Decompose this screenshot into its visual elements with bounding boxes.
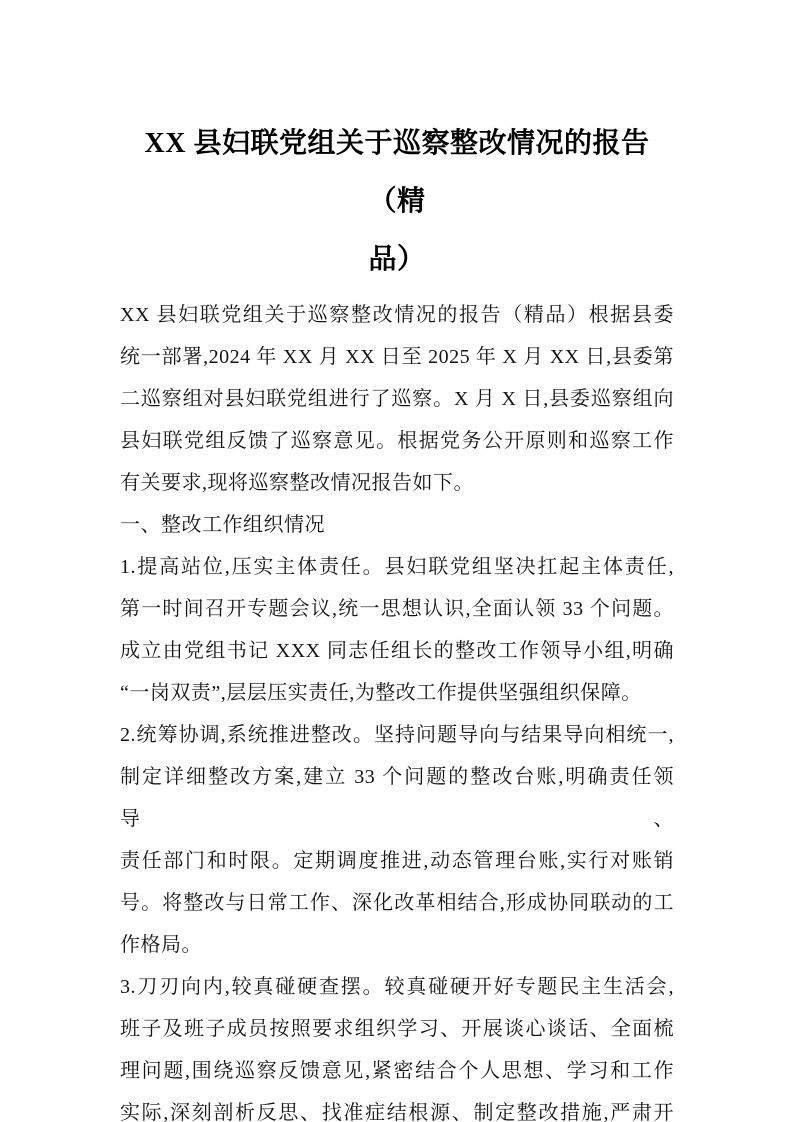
body-line: 作格局。 bbox=[120, 934, 202, 956]
body-line: 3.刀刃向内,较真碰硬查摆。较真碰硬开好专题民主生活会, bbox=[120, 976, 674, 998]
paragraph-point-3 bbox=[120, 966, 674, 1122]
body-line: 成立由党组书记 XXX 同志任组长的整改工作领导小组,明确 bbox=[120, 640, 674, 662]
body-line: 县妇联党组反馈了巡察意见。根据党务公开原则和巡察工作 bbox=[120, 430, 674, 452]
body-line: XX 县妇联党组关于巡察整改情况的报告（精品）根据县委 bbox=[120, 304, 674, 326]
paragraph-point-1 bbox=[120, 546, 674, 714]
paragraph-section-1-heading bbox=[120, 504, 674, 546]
body-line: 一、整改工作组织情况 bbox=[120, 514, 325, 536]
document-body bbox=[120, 294, 674, 1122]
body-line: 制定详细整改方案,建立 33 个问题的整改台账,明确责任领导、 bbox=[120, 766, 674, 830]
body-line: 理问题,围绕巡察反馈意见,紧密结合个人思想、学习和工作 bbox=[120, 1060, 674, 1082]
body-line: 有关要求,现将巡察整改情况报告如下。 bbox=[120, 472, 474, 494]
paragraph-intro bbox=[120, 294, 674, 504]
body-line: 责任部门和时限。定期调度推进,动态管理台账,实行对账销 bbox=[120, 850, 674, 872]
body-line: 班子及班子成员按照要求组织学习、开展谈心谈话、全面梳 bbox=[120, 1018, 674, 1040]
body-line: 统一部署,2024 年 XX 月 XX 日至 2025 年 X 月 XX 日,县委第 bbox=[120, 346, 674, 368]
body-line: 二巡察组对县妇联党组进行了巡察。X 月 X 日,县委巡察组向 bbox=[120, 388, 674, 410]
paragraph-point-2 bbox=[120, 714, 674, 966]
body-line: “一岗双责”,层层压实责任,为整改工作提供坚强组织保障。 bbox=[120, 682, 642, 704]
document-title bbox=[120, 115, 674, 289]
body-line: 1.提高站位,压实主体责任。县妇联党组坚决扛起主体责任, bbox=[120, 556, 674, 578]
title-line-1: XX 县妇联党组关于巡察整改情况的报告（精 bbox=[144, 128, 650, 217]
body-line: 2.统筹协调,系统推进整改。坚持问题导向与结果导向相统一, bbox=[120, 724, 674, 746]
body-line: 第一时间召开专题会议,统一思想认识,全面认领 33 个问题。 bbox=[120, 598, 674, 620]
body-line: 号。将整改与日常工作、深化改革相结合,形成协同联动的工 bbox=[120, 892, 674, 914]
body-line: 实际,深刻剖析反思、找准症结根源、制定整改措施,严肃开 bbox=[120, 1102, 674, 1122]
title-line-2: 品） bbox=[368, 244, 426, 275]
